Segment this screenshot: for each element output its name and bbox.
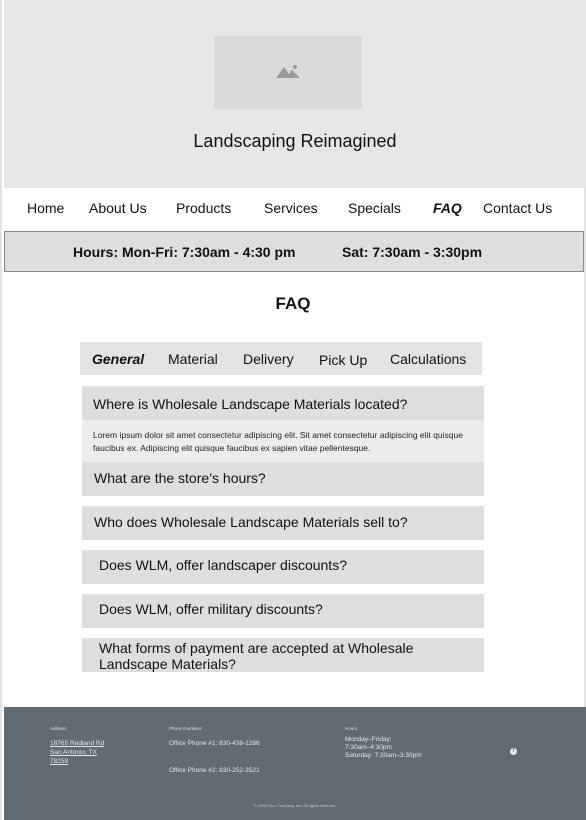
tab-delivery[interactable]: Delivery [243, 351, 294, 367]
hours-bar [4, 231, 584, 272]
nav-products[interactable]: Products [176, 200, 232, 216]
nav-services[interactable]: Services [264, 200, 318, 216]
image-placeholder-icon [276, 64, 300, 78]
facebook-icon[interactable]: f [510, 748, 517, 755]
faq-question-who-sell[interactable] [82, 506, 484, 540]
faq-heading: FAQ [275, 294, 311, 313]
nav-contact-us[interactable]: Contact Us [483, 200, 553, 216]
faq-question-payment[interactable] [82, 638, 484, 672]
tab-calculations[interactable]: Calculations [390, 351, 467, 367]
hero-image-placeholder [214, 36, 362, 109]
footer [4, 707, 586, 820]
footer-address-line2[interactable]: San Antonio, TX [50, 749, 97, 756]
tab-general[interactable]: General [92, 351, 145, 367]
tab-material[interactable]: Material [168, 351, 218, 367]
footer-copyright: © 2035 Your Company, inc. All rights reserved. [253, 803, 337, 808]
nav-home[interactable]: Home [27, 200, 65, 216]
nav-specials[interactable]: Specials [348, 200, 401, 216]
footer-phone-1: Office Phone #1: 830-438-1286 [169, 740, 260, 747]
nav-about-us[interactable]: About Us [89, 200, 147, 216]
footer-hours-label: Hours [345, 726, 358, 731]
footer-hours-line1: Monday–Friday: [345, 736, 392, 743]
faq-tabs [80, 342, 482, 375]
faq-question-hours[interactable] [82, 462, 484, 496]
tab-pick-up[interactable]: Pick Up [319, 352, 368, 368]
nav-faq[interactable]: FAQ [433, 200, 462, 216]
faq-question-label: What forms of payment are accepted at Wholesale Landscape Materials? [99, 640, 414, 672]
hero-banner [4, 0, 586, 188]
main-nav [2, 200, 584, 220]
faq-question-label: Who does Wholesale Landscape Materials sell to? [94, 514, 408, 530]
faq-question-label: Where is Wholesale Landscape Materials located? [93, 396, 408, 412]
faq-question-label: What are the store’s hours? [94, 470, 266, 486]
footer-address-label: Address [50, 726, 67, 731]
footer-address-line3[interactable]: 78259 [50, 758, 69, 765]
footer-phone-2: Office Phone #2: 830-252-3521 [169, 767, 260, 774]
footer-hours-line2: 7:30am–4:30pm [345, 744, 392, 751]
faq-answer-location [82, 420, 484, 462]
faq-question-military-discounts[interactable] [82, 594, 484, 628]
faq-question-location[interactable] [82, 386, 484, 420]
faq-question-landscaper-discounts[interactable] [82, 550, 484, 584]
footer-hours-line3: Saturday: 7:30am–3:30pm [345, 752, 422, 759]
faq-answer-text: Lorem ipsum dolor sit amet consectetur adipiscing elit. Sit amet consectetur adipiscing elit quisque faucibus ex. Adipiscing elit quisque faucibus ex sapien vitae pellentesque. [93, 430, 463, 453]
hours-saturday: Sat: 7:30am - 3:30pm [342, 244, 483, 260]
site-title: Landscaping Reimagined [193, 131, 397, 151]
footer-address-line1[interactable]: 18765 Redland Rd [50, 740, 105, 747]
faq-question-label: Does WLM, offer landscaper discounts? [99, 557, 347, 573]
faq-question-label: Does WLM, offer military discounts? [99, 601, 323, 617]
hours-weekday: Hours: Mon-Fri: 7:30am - 4:30 pm [73, 244, 296, 260]
footer-phone-label: Phone Numbers [169, 726, 202, 731]
